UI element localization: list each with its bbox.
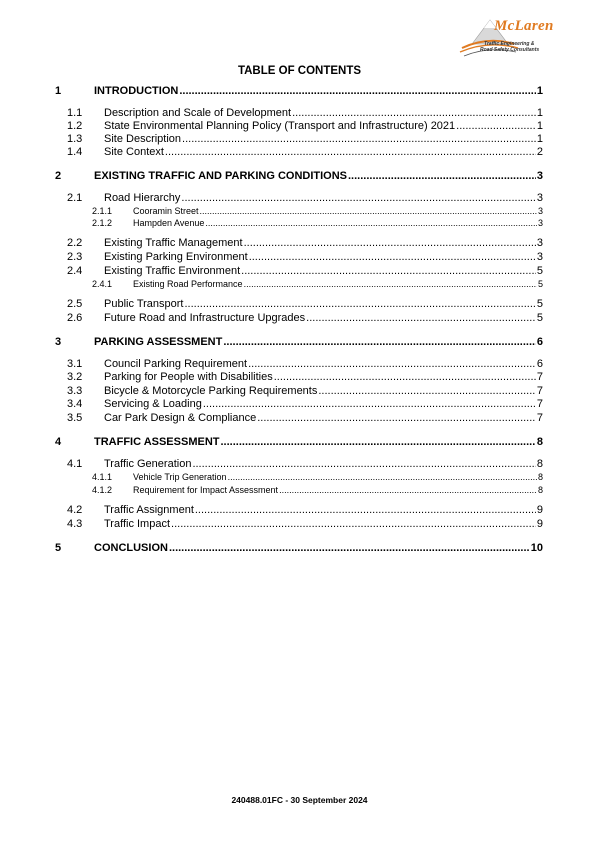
toc-entry-label: INTRODUCTION bbox=[94, 85, 179, 97]
toc-entry-page: 8 bbox=[536, 436, 543, 448]
toc-entry-page: 3 bbox=[537, 206, 543, 216]
toc-dot-leader bbox=[205, 218, 537, 228]
toc-dot-leader bbox=[169, 542, 530, 554]
toc-entry-number: 3.5 bbox=[67, 412, 83, 424]
toc-dot-leader bbox=[249, 251, 536, 263]
toc-entry-page: 9 bbox=[536, 504, 543, 516]
toc-entry-label: State Environmental Planning Policy (Transport and Infrastructure) 2021 bbox=[104, 120, 456, 132]
toc-dot-leader bbox=[348, 170, 536, 182]
toc-entry-page: 3 bbox=[536, 237, 543, 249]
toc-dot-leader bbox=[241, 265, 536, 277]
toc-entry-page: 7 bbox=[536, 398, 543, 410]
toc-entry-4-1-1[interactable] bbox=[55, 472, 543, 482]
toc-entry-label: TRAFFIC ASSESSMENT bbox=[94, 436, 220, 448]
toc-entry-number: 3.1 bbox=[67, 358, 83, 370]
toc-entry-4-3[interactable] bbox=[55, 518, 543, 530]
toc-dot-leader bbox=[221, 436, 536, 448]
toc-entry-2-5[interactable] bbox=[55, 298, 543, 310]
toc-dot-leader bbox=[274, 371, 536, 383]
toc-entry-page: 6 bbox=[536, 358, 543, 370]
page-footer: 240488.01FC - 30 September 2024 bbox=[231, 795, 368, 805]
toc-entry-label: Description and Scale of Development bbox=[104, 107, 292, 119]
toc-dot-leader bbox=[257, 412, 536, 424]
toc-entry-number: 5 bbox=[55, 542, 62, 554]
toc-entry-2-1-2[interactable] bbox=[55, 218, 543, 228]
toc-dot-leader bbox=[192, 458, 535, 470]
toc-entry-number: 3.4 bbox=[67, 398, 83, 410]
toc-entry-number: 4.1.1 bbox=[92, 472, 113, 482]
toc-entry-number: 1.3 bbox=[67, 133, 83, 145]
toc-entry-1-4[interactable] bbox=[55, 146, 543, 158]
toc-entry-label: Existing Traffic Environment bbox=[104, 265, 241, 277]
toc-entry-number: 1 bbox=[55, 85, 62, 97]
toc-entry-page: 5 bbox=[536, 265, 543, 277]
toc-dot-leader bbox=[171, 518, 536, 530]
toc-entry-number: 4.2 bbox=[67, 504, 83, 516]
toc-entry-3-5[interactable] bbox=[55, 412, 543, 424]
toc-entry-number: 1.2 bbox=[67, 120, 83, 132]
toc-entry-number: 1.4 bbox=[67, 146, 83, 158]
toc-entry-page: 3 bbox=[536, 251, 543, 263]
toc-entry-label: Vehicle Trip Generation bbox=[133, 472, 227, 482]
toc-entry-label: Existing Traffic Management bbox=[104, 237, 243, 249]
toc-entry-label: Traffic Impact bbox=[104, 518, 171, 530]
toc-dot-leader bbox=[244, 279, 537, 289]
toc-entry-number: 4.1.2 bbox=[92, 485, 113, 495]
toc-entry-number: 2.6 bbox=[67, 312, 83, 324]
toc-dot-leader bbox=[195, 504, 536, 516]
toc-dot-leader bbox=[244, 237, 536, 249]
toc-entry-1-1[interactable] bbox=[55, 107, 543, 119]
toc-entry-2-2[interactable] bbox=[55, 237, 543, 249]
toc-entry-4[interactable] bbox=[55, 436, 543, 448]
toc-entry-label: EXISTING TRAFFIC AND PARKING CONDITIONS bbox=[94, 170, 347, 182]
toc-entry-page: 5 bbox=[537, 279, 543, 289]
toc-dot-leader bbox=[182, 133, 536, 145]
toc-entry-2-3[interactable] bbox=[55, 251, 543, 263]
toc-entry-page: 8 bbox=[536, 458, 543, 470]
toc-entry-page: 7 bbox=[536, 371, 543, 383]
toc-entry-page: 8 bbox=[537, 485, 543, 495]
toc-entry-3-1[interactable] bbox=[55, 358, 543, 370]
toc-entry-number: 1.1 bbox=[67, 107, 83, 119]
toc-entry-number: 2.4 bbox=[67, 265, 83, 277]
toc-entry-label: Future Road and Infrastructure Upgrades bbox=[104, 312, 306, 324]
toc-dot-leader bbox=[179, 85, 536, 97]
toc-entry-number: 2 bbox=[55, 170, 62, 182]
toc-entry-1[interactable] bbox=[55, 85, 543, 97]
toc-entry-label: Council Parking Requirement bbox=[104, 358, 248, 370]
toc-entry-page: 7 bbox=[536, 385, 543, 397]
toc-entry-page: 1 bbox=[536, 85, 543, 97]
toc-entry-number: 2.5 bbox=[67, 298, 83, 310]
toc-entry-page: 1 bbox=[536, 120, 543, 132]
toc-dot-leader bbox=[279, 485, 537, 495]
toc-entry-page: 1 bbox=[536, 107, 543, 119]
logo-wordmark: McLaren bbox=[494, 18, 554, 34]
toc-entry-label: PARKING ASSESSMENT bbox=[94, 336, 223, 348]
toc-entry-number: 2.1.1 bbox=[92, 206, 113, 216]
toc-entry-label: Requirement for Impact Assessment bbox=[133, 485, 279, 495]
toc-dot-leader bbox=[228, 472, 537, 482]
toc-entry-label: Traffic Generation bbox=[104, 458, 192, 470]
toc-entry-number: 2.2 bbox=[67, 237, 83, 249]
toc-entry-5[interactable] bbox=[55, 542, 543, 554]
toc-entry-number: 2.1 bbox=[67, 192, 83, 204]
toc-entry-label: Traffic Assignment bbox=[104, 504, 194, 516]
toc-entry-label: Existing Road Performance bbox=[133, 279, 243, 289]
toc-entry-label: CONCLUSION bbox=[94, 542, 168, 554]
toc-entry-label: Site Description bbox=[104, 133, 182, 145]
toc-entry-1-3[interactable] bbox=[55, 133, 543, 145]
toc-entry-page: 3 bbox=[536, 170, 543, 182]
toc-entry-page: 1 bbox=[536, 133, 543, 145]
toc-dot-leader bbox=[223, 336, 536, 348]
toc-dot-leader bbox=[318, 385, 536, 397]
toc-entry-page: 5 bbox=[536, 312, 543, 324]
toc-entry-4-1-2[interactable] bbox=[55, 485, 543, 495]
toc-dot-leader bbox=[184, 298, 535, 310]
toc-dot-leader bbox=[200, 206, 537, 216]
toc-entry-page: 2 bbox=[536, 146, 543, 158]
toc-entry-2-4[interactable] bbox=[55, 265, 543, 277]
toc-entry-number: 4.1 bbox=[67, 458, 83, 470]
toc-entry-label: Bicycle & Motorcycle Parking Requirements bbox=[104, 385, 318, 397]
toc-entry-number: 4.3 bbox=[67, 518, 83, 530]
toc-entry-3[interactable] bbox=[55, 336, 543, 348]
logo-tagline-2: Road Safety Consultants bbox=[480, 47, 540, 53]
toc-dot-leader bbox=[306, 312, 536, 324]
toc-entry-3-4[interactable] bbox=[55, 398, 543, 410]
toc-entry-2-4-1[interactable] bbox=[55, 279, 543, 289]
toc-entry-page: 5 bbox=[536, 298, 543, 310]
logo-tagline-1: Traffic Engineering & bbox=[484, 41, 535, 47]
toc-entry-1-2[interactable] bbox=[55, 120, 543, 132]
toc-entry-number: 2.4.1 bbox=[92, 279, 113, 289]
toc-dot-leader bbox=[456, 120, 536, 132]
toc-dot-leader bbox=[292, 107, 536, 119]
toc-dot-leader bbox=[248, 358, 536, 370]
toc-entry-page: 6 bbox=[536, 336, 543, 348]
toc-entry-label: Site Context bbox=[104, 146, 164, 158]
toc-dot-leader bbox=[165, 146, 536, 158]
toc-entry-page: 8 bbox=[537, 472, 543, 482]
toc-entry-4-2[interactable] bbox=[55, 504, 543, 516]
toc-entry-page: 3 bbox=[536, 192, 543, 204]
toc-dot-leader bbox=[203, 398, 536, 410]
toc-entry-3-3[interactable] bbox=[55, 385, 543, 397]
toc-entry-number: 3 bbox=[55, 336, 62, 348]
toc-entry-label: Cooramin Street bbox=[133, 206, 199, 216]
toc-entry-4-1[interactable] bbox=[55, 458, 543, 470]
company-logo bbox=[458, 14, 554, 58]
toc-entry-2-6[interactable] bbox=[55, 312, 543, 324]
toc-entry-2[interactable] bbox=[55, 170, 543, 182]
toc-entry-number: 4 bbox=[55, 436, 62, 448]
toc-entry-2-1-1[interactable] bbox=[55, 206, 543, 216]
toc-dot-leader bbox=[181, 192, 535, 204]
toc-title: TABLE OF CONTENTS bbox=[237, 65, 362, 77]
toc-entry-page: 3 bbox=[537, 218, 543, 228]
toc-entry-page: 7 bbox=[536, 412, 543, 424]
toc-entry-2-1[interactable] bbox=[55, 192, 543, 204]
toc-entry-label: Car Park Design & Compliance bbox=[104, 412, 257, 424]
toc-entry-number: 3.2 bbox=[67, 371, 83, 383]
toc-entry-number: 2.1.2 bbox=[92, 218, 113, 228]
toc-entry-label: Existing Parking Environment bbox=[104, 251, 248, 263]
toc-entry-page: 9 bbox=[536, 518, 543, 530]
toc-entry-number: 3.3 bbox=[67, 385, 83, 397]
toc-entry-label: Road Hierarchy bbox=[104, 192, 181, 204]
toc-entry-3-2[interactable] bbox=[55, 371, 543, 383]
toc-entry-number: 2.3 bbox=[67, 251, 83, 263]
toc-entry-label: Public Transport bbox=[104, 298, 184, 310]
toc-entry-label: Parking for People with Disabilities bbox=[104, 371, 273, 383]
toc-entry-label: Hampden Avenue bbox=[133, 218, 205, 228]
toc-entry-page: 10 bbox=[530, 542, 543, 554]
toc-entry-label: Servicing & Loading bbox=[104, 398, 202, 410]
